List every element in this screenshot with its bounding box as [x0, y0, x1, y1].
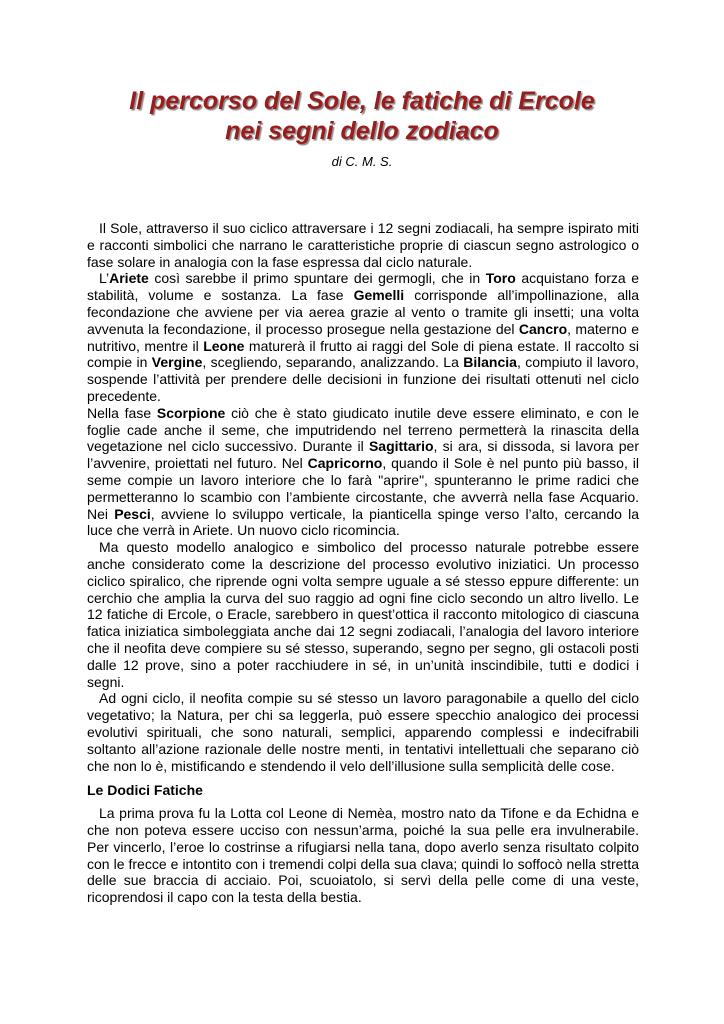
- paragraph-first-labour: La prima prova fu la Lotta col Leone di Nemèa, mostro nato da Tifone e da Echidna e che non poteva essere ucciso con nessun’arma, poiché la sua pelle era invulnerabile. Per vincerlo, l’eroe lo costrinse a rifugiarsi nella tana, dopo averlo senza risultato colpito con le frecce e intontito con i tremendi colpi della sua clava; quindi lo soffocò nella stretta delle sue braccia di acciaio. Poi, scuoiatolo, si servì della pelle come di una veste, ricoprendosi il capo con la testa della bestia.: [87, 805, 639, 906]
- paragraph-intro: Il Sole, attraverso il suo ciclico attraversare i 12 segni zodiacali, ha sempre ispirato miti e racconti simbolici che narrano le caratteristiche proprie di ciascun segno astrologico o fase solare in analogia con la fase espressa dal ciclo naturale.: [87, 220, 639, 270]
- paragraph-cycle: Ad ogni ciclo, il neofita compie su sé stesso un lavoro paragonabile a quello del ciclo vegetativo; la Natura, per chi sa leggerla, può essere specchio analogico dei processi evolutivi spirituali, che sono naturali, semplici, apparendo complessi e indecifrabili soltanto all’azione razionale delle nostre menti, in tentativi intellettuali che separano ciò che non lo è, mistificando e stendendo il velo dell’illusione sulla semplicità delle cose.: [87, 690, 639, 774]
- paragraph-model: Ma questo modello analogico e simbolico del processo naturale potrebbe essere anche considerato come la descrizione del processo evolutivo iniziatici. Un processo ciclico spiralico, che riprende ogni volta sempre uguale a sé stesso eppure differente: un cerchio che amplia la curva del suo raggio ad ogni fine ciclo secondo un altro livello. Le 12 fatiche di Ercole, o Eracle, sarebbero in quest’ottica il racconto mitologico di ciascuna fatica iniziatica simboleggiata anche dai 12 segni zodiacali, l’analogia del lavoro interiore che il neofita deve compiere su sé stesso, superando, segno per segno, gli ostacoli posti dalle 12 prove, sino a poter racchiudere in sé, in un’unità inscindibile, tutti e dodici i segni.: [87, 539, 639, 690]
- author-byline: di C. M. S.: [331, 154, 393, 169]
- sign-gemelli: Gemelli: [353, 287, 405, 304]
- sign-scorpione: Scorpione: [156, 404, 226, 421]
- document-title: [60, 86, 664, 146]
- sign-toro: Toro: [485, 270, 516, 287]
- title-line-2: nei segni dello zodiaco: [225, 117, 499, 145]
- sign-cancro: Cancro: [518, 320, 568, 337]
- sign-leone: Leone: [203, 337, 245, 354]
- sign-vergine: Vergine: [151, 354, 203, 371]
- paragraph-zodiac-2: Nella fase Scorpione ciò che è stato giudicato inutile deve essere eliminato, e con le foglie cade anche il seme, che imputridendo nel terreno permetterà la rinascita della vegetazione nel ciclo successivo. Durante il Sagittario, si ara, si dissoda, si lavora per l’avvenire, proiettati nel futuro. Nel Capricorno, quando il Sole è nel punto più basso, il seme compie un lavoro interiore che lo farà "aprire", spunteranno le prime radici che permetteranno lo scambio con l’ambiente circostante, che avverrà nella fase Acquario. Nei Pesci, avviene lo sviluppo verticale, la pianticella spinge verso l’alto, cercando la luce che verrà in Ariete. Un nuovo ciclo ricomincia.: [87, 404, 639, 539]
- paragraph-zodiac-1: L’Ariete così sarebbe il primo spuntare dei germogli, che in Toro acquistano forza e stabilità, volume e sostanza. La fase Gemelli corrisponde all’impollinazione, alla fecondazione che avviene per via aerea grazie al vento o tramite gli insetti; una volta avvenuta la fecondazione, il processo prosegue nella gestazione del Cancro, materno e nutritivo, mentre il Leone maturerà il frutto ai raggi del Sole di piena estate. Il raccolto si compie in Vergine, scegliendo, separando, analizzando. La Bilancia, compiuto il lavoro, sospende l’attività per prendere delle decisioni in funzione dei risultati ottenuti nel ciclo precedente.: [87, 270, 640, 404]
- sign-ariete: Ariete: [109, 270, 149, 287]
- section-heading: Le Dodici Fatiche: [87, 782, 203, 799]
- sign-sagittario: Sagittario: [368, 438, 434, 455]
- sign-bilancia: Bilancia: [463, 354, 517, 371]
- sign-pesci: Pesci: [114, 505, 151, 522]
- title-line-1: Il percorso del Sole, le fatiche di Ercole: [129, 87, 595, 115]
- document-body: [87, 220, 639, 906]
- sign-capricorno: Capricorno: [307, 455, 383, 472]
